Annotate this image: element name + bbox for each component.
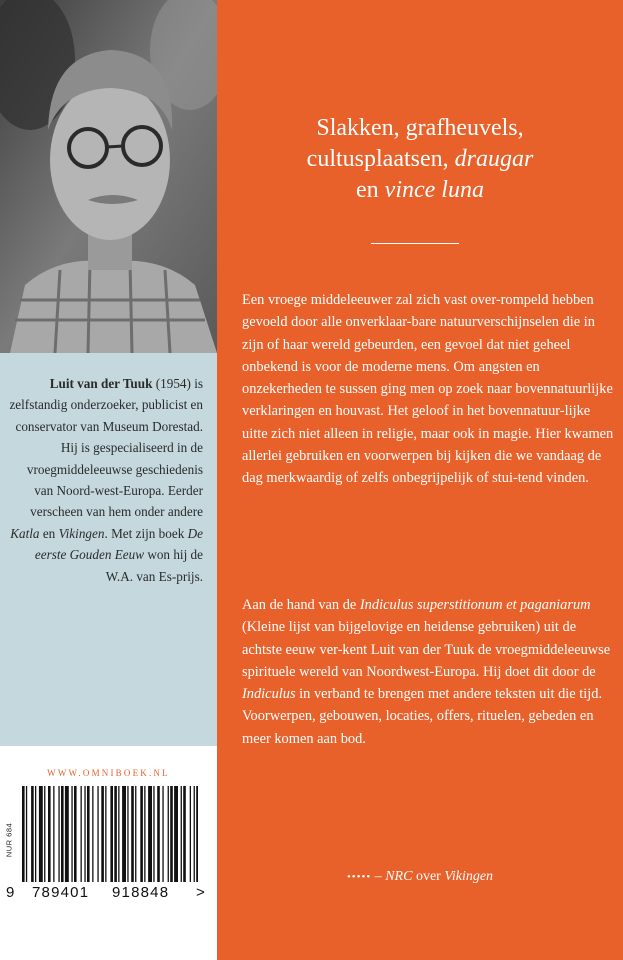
- barcode-bar: [48, 786, 51, 882]
- barcode-bar: [22, 786, 25, 882]
- barcode-bar: [183, 786, 186, 882]
- nur-code: NUR 684: [4, 822, 14, 858]
- barcode-bar: [162, 786, 163, 882]
- book-title-gouden-eeuw: De eerste Gouden Eeuw: [34, 525, 203, 563]
- barcode-bar: [131, 786, 134, 882]
- barcode-bar: [105, 786, 106, 882]
- barcode-bar: [144, 786, 145, 882]
- barcode-bar: [157, 786, 160, 882]
- author-bio: Luit van der Tuuk (1954) is zelfstandig onderzoeker, publicist en conservator van Museum Dorestad. Hij is gespecialiseerd in de vroegmiddeleeuwse geschiedenis van Noord-west-Europa. Eerder verscheen van hem onder andere Katla en Vikingen. Met zijn boek De eerste Gouden Eeuw won hij de W.A. van Es-prijs.: [9, 376, 203, 584]
- barcode-bar: [87, 786, 90, 882]
- author-name: Luit van der Tuuk: [49, 376, 153, 391]
- barcode-bar: [148, 786, 152, 882]
- barcode-bar: [122, 786, 126, 882]
- barcode-bar: [170, 786, 173, 882]
- barcode-bar: [74, 786, 77, 882]
- barcode-bar: [65, 786, 69, 882]
- barcode-bar: [168, 786, 169, 882]
- barcode-bar: [181, 786, 182, 882]
- author-bio-panel: [0, 353, 217, 746]
- review-quote: ••••• – NRC over Vikingen: [346, 869, 494, 884]
- divider: [371, 243, 459, 244]
- barcode-bar: [196, 786, 198, 882]
- barcode-bar: [97, 786, 98, 882]
- author-birth-year: (1954): [155, 376, 191, 391]
- barcode-bar: [135, 786, 136, 882]
- barcode-bar: [110, 786, 113, 882]
- isbn-barcode: [22, 786, 198, 882]
- title-indiculus-full: Indiculus superstitionum et paganiarum: [359, 597, 591, 613]
- book-title-katla: Katla: [10, 525, 40, 541]
- book-title-vikingen: Vikingen: [58, 525, 105, 541]
- barcode-bar: [61, 786, 64, 882]
- barcode-bar: [84, 786, 85, 882]
- barcode-bar: [39, 786, 43, 882]
- barcode-bar: [101, 786, 104, 882]
- barcode-bar: [31, 786, 34, 882]
- publisher-website[interactable]: WWW.OMNIBOEK.NL: [47, 768, 170, 778]
- barcode-bar: [118, 786, 119, 882]
- barcode-panel: WWW.OMNIBOEK.NL NUR 684 9 789401 918848 >: [0, 746, 217, 960]
- barcode-bar: [92, 786, 93, 882]
- barcode-bar: [81, 786, 82, 882]
- title-indiculus: Indiculus: [242, 686, 296, 703]
- barcode-bar: [114, 786, 117, 882]
- barcode-bar: [127, 786, 128, 882]
- barcode-bar: [26, 786, 27, 882]
- blurb-paragraph-2: Aan de hand van de Indiculus superstitionum et paganiarum (Kleine lijst van bijgelovige en heidense gebruiken) uit de achtste eeuw ver-kent Luit van der Tuuk de vroegmiddeleeuwse spirituele wereld van Noordwest-Europa. Hij doet dit door de Indiculus in verband te brengen met andere teksten uit die tijd. Voorwerpen, gebouwen, locaties, offers, rituelen, gebeden en meer komen aan bod.: [242, 597, 611, 747]
- barcode-bar: [153, 786, 154, 882]
- barcode-bar: [194, 786, 195, 882]
- quote-book: Vikingen: [444, 869, 494, 884]
- barcode-bar: [140, 786, 143, 882]
- barcode-bar: [58, 786, 59, 882]
- rating-dots: •••••: [346, 871, 372, 883]
- barcode-bar: [190, 786, 191, 882]
- blurb-paragraph-1: Een vroege middeleeuwer zal zich vast over-rompeld hebben gevoeld door alle onverklaar-bare natuurverschijnselen die in zijn of haar wereld gebeurden, een gevoel dat niet geheel onbekend is voor de moderne mens. Om angsten en onzekerheden te sussen ging men op zoek naar bovennatuurlijke verklaringen en houvast. Het geloof in het bovennatuur-lijke uitte zich niet alleen in religie, maar ook in magie. Hier kwamen allerlei gebruiken en voorwerpen bij kijken die we vandaag de dag merkwaardig of zelfs onbegrijpelijk of stui-tend vinden.: [242, 292, 614, 487]
- barcode-bar: [44, 786, 45, 882]
- back-cover-right-column: [217, 0, 623, 960]
- barcode-bar: [71, 786, 72, 882]
- barcode-bar: [174, 786, 178, 882]
- author-portrait: [0, 0, 217, 353]
- barcode-bar: [35, 786, 36, 882]
- back-cover-left-column: [0, 0, 217, 960]
- quote-source: NRC: [385, 869, 413, 884]
- headline: Slakken, grafheuvels, cultusplaatsen, draugar en vince luna: [306, 115, 534, 203]
- barcode-bar: [53, 786, 54, 882]
